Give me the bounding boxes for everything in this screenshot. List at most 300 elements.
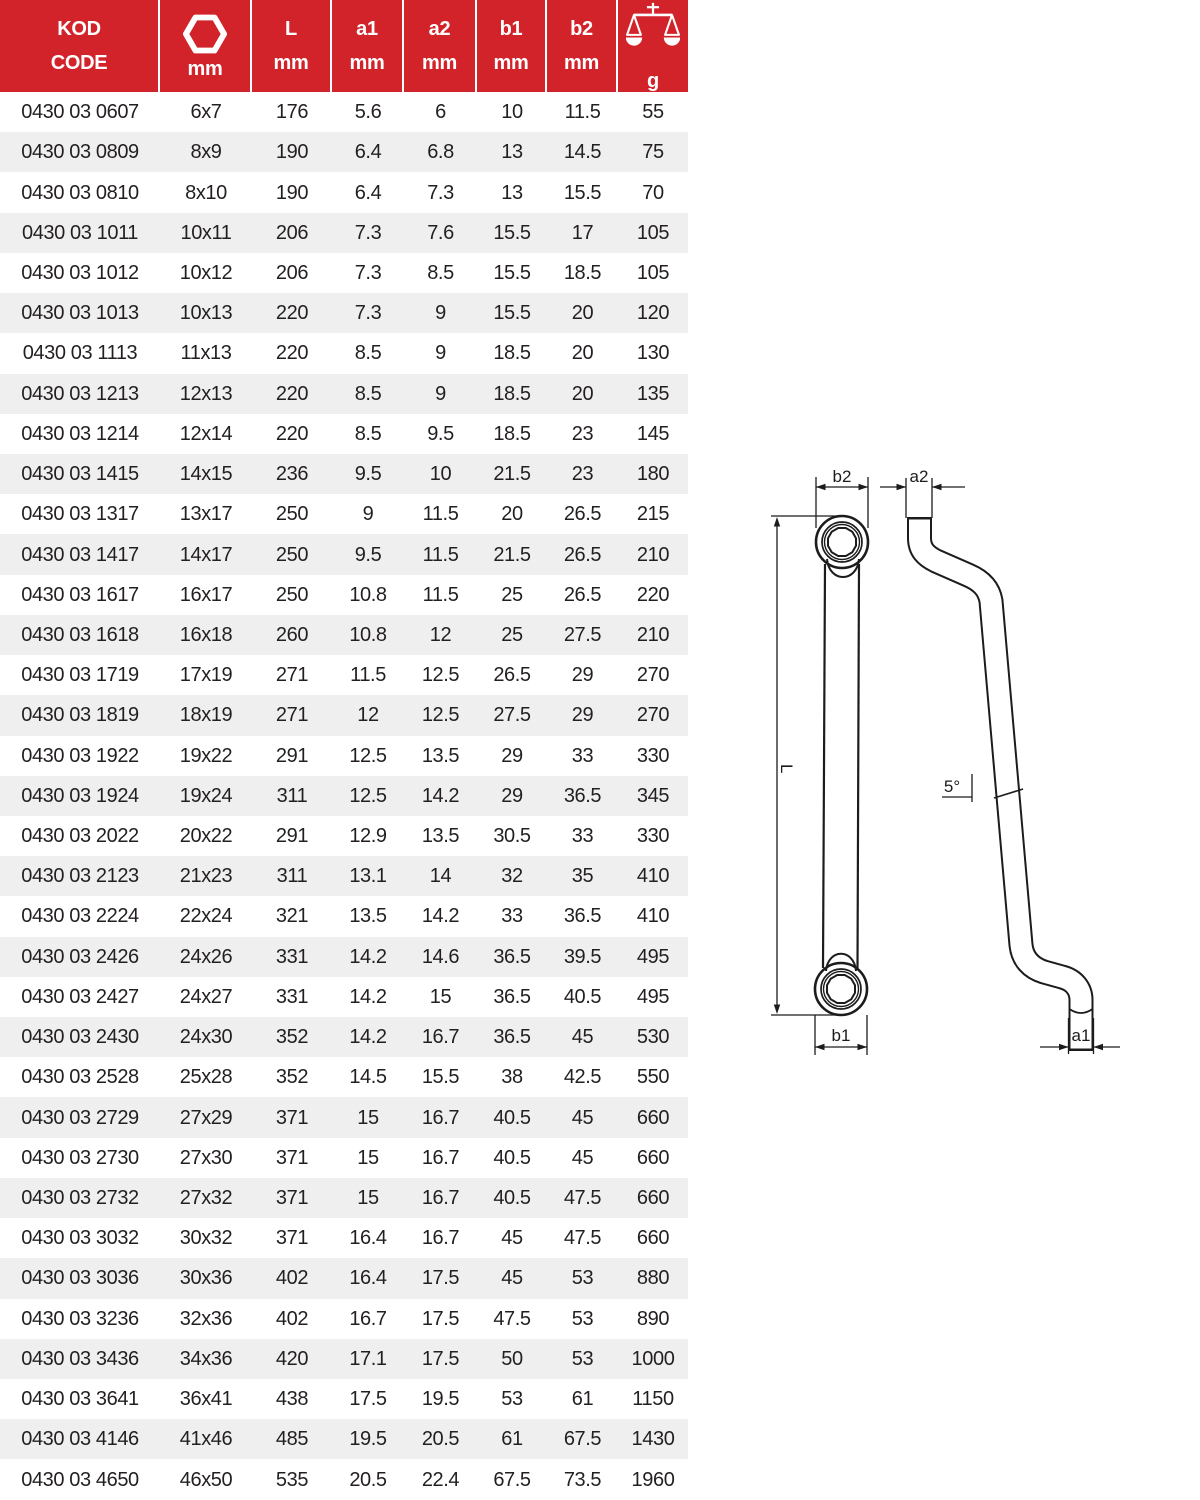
cell-l: 438 — [275, 1388, 309, 1411]
cell-a2: 9.5 — [427, 422, 454, 445]
cell-a2: 17.5 — [421, 1307, 460, 1330]
cell-a2: 12 — [429, 623, 452, 646]
header-b1 — [477, 0, 547, 92]
cell-size: 12x14 — [179, 422, 233, 445]
cell-a2: 9 — [435, 302, 446, 325]
table-row — [0, 132, 688, 172]
cell-b1: 36.5 — [493, 985, 531, 1008]
cell-code: 0430 03 0810 — [21, 181, 139, 204]
cell-b2: 17 — [571, 221, 594, 244]
cell-code: 0430 03 1013 — [21, 302, 139, 325]
cell-l: 321 — [275, 905, 309, 928]
cell-a2: 11.5 — [422, 543, 459, 566]
table-row — [0, 213, 688, 253]
cell-b2: 20 — [571, 382, 594, 405]
cell-a2: 20.5 — [421, 1428, 460, 1451]
table-row — [0, 1097, 688, 1137]
cell-l: 485 — [275, 1428, 309, 1451]
cell-a1: 17.1 — [349, 1347, 387, 1370]
cell-a2: 16.7 — [421, 1026, 460, 1049]
table-row — [0, 736, 688, 776]
cell-size: 18x19 — [179, 704, 233, 727]
header-a2-unit: mm — [422, 52, 457, 74]
header-a2 — [404, 0, 477, 92]
cell-a2: 13.5 — [421, 825, 460, 848]
dimension-b2 — [816, 467, 868, 528]
cell-b1: 40.5 — [493, 1146, 531, 1169]
cell-l: 220 — [275, 422, 309, 445]
cell-b1: 18.5 — [493, 342, 531, 365]
cell-b1: 27.5 — [493, 704, 531, 727]
cell-b1: 25 — [501, 583, 523, 606]
table-body — [0, 92, 688, 1500]
cell-b2: 47.5 — [563, 1187, 602, 1210]
table-row — [0, 92, 688, 132]
cell-l: 331 — [275, 985, 309, 1008]
cell-weight: 880 — [636, 1267, 670, 1290]
cell-code: 0430 03 2224 — [21, 905, 139, 928]
cell-l: 291 — [275, 825, 309, 848]
cell-code: 0430 03 2123 — [21, 865, 139, 888]
cell-weight: 1960 — [631, 1468, 675, 1491]
cell-b1: 18.5 — [493, 382, 531, 405]
cell-size: 24x30 — [179, 1026, 233, 1049]
table-row — [0, 977, 688, 1017]
cell-code: 0430 03 1213 — [21, 382, 139, 405]
table-row — [0, 1057, 688, 1097]
cell-a2: 16.7 — [421, 1146, 460, 1169]
cell-a1: 14.5 — [349, 1066, 387, 1089]
cell-b1: 32 — [501, 865, 523, 888]
cell-code: 0430 03 1417 — [21, 543, 139, 566]
cell-l: 331 — [275, 945, 309, 968]
cell-code: 0430 03 1317 — [21, 503, 139, 526]
cell-weight: 105 — [636, 261, 670, 284]
dim-label-angle: 5° — [943, 777, 961, 796]
cell-weight: 75 — [642, 141, 664, 164]
cell-weight: 210 — [636, 623, 670, 646]
dim-label-b2: b2 — [832, 467, 852, 486]
cell-size: 10x12 — [179, 261, 233, 284]
cell-b1: 40.5 — [493, 1187, 531, 1210]
cell-a1: 7.3 — [354, 302, 382, 325]
cell-b2: 42.5 — [563, 1066, 602, 1089]
cell-a2: 19.5 — [421, 1388, 460, 1411]
cell-b1: 15.5 — [493, 302, 531, 325]
cell-b2: 23 — [571, 463, 594, 486]
cell-b2: 73.5 — [563, 1468, 602, 1491]
cell-l: 176 — [275, 101, 309, 124]
cell-a1: 15 — [357, 1146, 379, 1169]
cell-size: 16x17 — [179, 583, 233, 606]
cell-l: 371 — [275, 1106, 309, 1129]
cell-weight: 330 — [636, 825, 670, 848]
cell-a2: 10 — [429, 463, 452, 486]
cell-a2: 15.5 — [421, 1066, 460, 1089]
cell-b1: 15.5 — [493, 261, 531, 284]
wrench-diagram — [740, 440, 1200, 1070]
dim-label-a2: a2 — [909, 467, 929, 486]
cell-size: 22x24 — [179, 905, 233, 928]
cell-l: 352 — [275, 1066, 309, 1089]
table-row — [0, 695, 688, 735]
cell-size: 17x19 — [179, 664, 233, 687]
cell-l: 535 — [275, 1468, 309, 1491]
header-b2 — [547, 0, 618, 92]
cell-weight: 1150 — [632, 1388, 674, 1411]
header-l — [252, 0, 332, 92]
cell-a2: 17.5 — [421, 1347, 460, 1370]
table-row — [0, 1459, 688, 1499]
cell-a2: 11.5 — [422, 503, 459, 526]
cell-weight: 135 — [636, 382, 670, 405]
cell-b1: 26.5 — [493, 664, 531, 687]
cell-a1: 6.4 — [354, 181, 382, 204]
cell-size: 13x17 — [179, 503, 233, 526]
cell-size: 34x36 — [179, 1347, 233, 1370]
cell-code: 0430 03 3032 — [21, 1227, 139, 1250]
dim-label-a1: a1 — [1071, 1026, 1091, 1045]
cell-weight: 145 — [636, 422, 670, 445]
cell-a1: 16.4 — [349, 1267, 387, 1290]
table-row — [0, 293, 688, 333]
dimension-a2 — [880, 467, 965, 518]
cell-a1: 12.5 — [349, 744, 387, 767]
cell-l: 220 — [275, 382, 309, 405]
cell-l: 236 — [275, 463, 309, 486]
header-b2-label: b2 — [570, 18, 593, 40]
cell-weight: 220 — [636, 583, 670, 606]
table-row — [0, 1299, 688, 1339]
cell-b2: 23 — [571, 422, 594, 445]
cell-weight: 70 — [642, 181, 664, 204]
table-row — [0, 896, 688, 936]
cell-b1: 10 — [501, 101, 523, 124]
cell-l: 250 — [275, 543, 309, 566]
cell-code: 0430 03 0809 — [21, 141, 139, 164]
cell-a1: 9.5 — [354, 543, 382, 566]
cell-code: 0430 03 1922 — [21, 744, 139, 767]
cell-code: 0430 03 1924 — [21, 784, 139, 807]
cell-a1: 11.5 — [350, 664, 386, 687]
cell-l: 371 — [275, 1227, 309, 1250]
table-row — [0, 937, 688, 977]
cell-size: 11x13 — [180, 342, 232, 365]
cell-weight: 410 — [636, 865, 670, 888]
cell-a1: 14.2 — [349, 985, 387, 1008]
table-header — [0, 0, 688, 92]
twelve-point-bore-top — [828, 528, 856, 556]
cell-code: 0430 03 1617 — [21, 583, 139, 606]
cell-a2: 6.8 — [427, 141, 454, 164]
cell-l: 402 — [275, 1307, 309, 1330]
cell-weight: 660 — [636, 1106, 670, 1129]
cell-a1: 12.5 — [349, 784, 387, 807]
cell-l: 352 — [275, 1026, 309, 1049]
cell-b2: 33 — [571, 825, 594, 848]
cell-size: 24x27 — [179, 985, 233, 1008]
cell-a1: 8.5 — [354, 382, 382, 405]
header-a1 — [332, 0, 404, 92]
table-row — [0, 856, 688, 896]
cell-weight: 660 — [636, 1187, 670, 1210]
header-a1-unit: mm — [349, 52, 385, 74]
cell-b2: 33 — [571, 744, 594, 767]
cell-b1: 30.5 — [493, 825, 531, 848]
cell-l: 271 — [275, 664, 309, 687]
table-row — [0, 615, 688, 655]
cell-size: 8x9 — [190, 141, 222, 164]
cell-b2: 14.5 — [563, 141, 602, 164]
cell-weight: 210 — [636, 543, 670, 566]
cell-code: 0430 03 1012 — [21, 261, 139, 284]
cell-a1: 14.2 — [349, 1026, 387, 1049]
cell-a2: 8.5 — [427, 261, 454, 284]
cell-b1: 40.5 — [493, 1106, 531, 1129]
cell-code: 0430 03 1719 — [21, 664, 139, 687]
table-row — [0, 333, 688, 373]
cell-size: 30x32 — [179, 1227, 233, 1250]
table-row — [0, 1379, 688, 1419]
header-weight — [618, 0, 688, 92]
cell-l: 260 — [275, 623, 309, 646]
cell-a2: 6 — [435, 101, 446, 124]
cell-code: 0430 03 2729 — [21, 1106, 139, 1129]
cell-b1: 29 — [501, 744, 523, 767]
table-row — [0, 494, 688, 534]
header-a1-label: a1 — [356, 18, 378, 40]
cell-a2: 14.2 — [421, 905, 460, 928]
cell-a1: 16.4 — [349, 1227, 387, 1250]
cell-b1: 53 — [501, 1388, 523, 1411]
cell-b2: 18.5 — [563, 261, 602, 284]
cell-a2: 14 — [429, 865, 452, 888]
cell-b1: 13 — [501, 141, 523, 164]
cell-a1: 8.5 — [354, 342, 382, 365]
cell-size: 10x11 — [180, 221, 232, 244]
cell-b2: 45 — [571, 1146, 594, 1169]
cell-a2: 13.5 — [421, 744, 460, 767]
cell-size: 6x7 — [190, 101, 222, 124]
cell-b1: 13 — [501, 181, 523, 204]
cell-b2: 26.5 — [563, 503, 602, 526]
cell-b1: 36.5 — [493, 1026, 531, 1049]
cell-b1: 20 — [501, 503, 523, 526]
cell-a2: 16.7 — [421, 1187, 460, 1210]
cell-a2: 22.4 — [421, 1468, 460, 1491]
cell-a2: 12.5 — [421, 704, 460, 727]
cell-size: 20x22 — [179, 825, 233, 848]
cell-b2: 39.5 — [563, 945, 602, 968]
cell-b1: 21.5 — [493, 463, 531, 486]
cell-a2: 9 — [435, 342, 446, 365]
cell-b2: 20 — [571, 302, 594, 325]
cell-b2: 53 — [571, 1267, 594, 1290]
cell-b1: 29 — [501, 784, 523, 807]
cell-weight: 120 — [636, 302, 670, 325]
cell-size: 24x26 — [179, 945, 233, 968]
cell-size: 27x29 — [179, 1106, 233, 1129]
cell-a2: 7.3 — [427, 181, 454, 204]
header-b2-unit: mm — [564, 52, 599, 74]
header-code-label: CODE — [50, 52, 108, 74]
cell-size: 27x32 — [179, 1187, 233, 1210]
cell-a1: 20.5 — [349, 1468, 387, 1491]
cell-a1: 13.5 — [349, 905, 387, 928]
cell-code: 0430 03 0607 — [21, 101, 139, 124]
cell-a1: 15 — [357, 1187, 379, 1210]
cell-weight: 660 — [636, 1146, 670, 1169]
cell-l: 190 — [275, 181, 309, 204]
cell-b2: 11.5 — [564, 101, 601, 124]
cell-code: 0430 03 1113 — [22, 342, 138, 365]
cell-weight: 495 — [636, 945, 670, 968]
table-row — [0, 776, 688, 816]
cell-b2: 36.5 — [563, 784, 602, 807]
cell-weight: 660 — [636, 1227, 670, 1250]
dim-label-b1: b1 — [831, 1026, 851, 1045]
cell-weight: 495 — [636, 985, 670, 1008]
cell-weight: 215 — [636, 503, 670, 526]
cell-a1: 9 — [362, 503, 374, 526]
cell-a2: 16.7 — [421, 1227, 460, 1250]
cell-size: 12x13 — [179, 382, 233, 405]
dim-label-l: L — [777, 764, 796, 774]
cell-weight: 180 — [636, 463, 670, 486]
front-view — [815, 516, 868, 1015]
dimension-l — [771, 516, 846, 1015]
cell-l: 250 — [275, 583, 309, 606]
cell-a1: 12.9 — [349, 825, 387, 848]
cell-weight: 105 — [636, 221, 670, 244]
cell-code: 0430 03 2430 — [21, 1026, 139, 1049]
cell-a2: 14.2 — [421, 784, 460, 807]
table-row — [0, 1339, 688, 1379]
cell-l: 190 — [275, 141, 309, 164]
cell-weight: 345 — [636, 784, 670, 807]
cell-b2: 26.5 — [563, 543, 602, 566]
twelve-point-bore-bottom — [827, 975, 855, 1003]
cell-b2: 61 — [571, 1388, 594, 1411]
cell-size: 30x36 — [179, 1267, 233, 1290]
cell-size: 16x18 — [179, 623, 233, 646]
cell-weight: 55 — [642, 101, 664, 124]
cell-weight: 1430 — [631, 1428, 675, 1451]
cell-b1: 45 — [501, 1227, 523, 1250]
header-size-unit: mm — [187, 57, 223, 80]
cell-l: 250 — [275, 503, 309, 526]
cell-a2: 11.5 — [422, 583, 459, 606]
cell-size: 41x46 — [179, 1428, 233, 1451]
cell-l: 311 — [276, 784, 308, 807]
cell-l: 206 — [275, 221, 309, 244]
cell-b1: 61 — [501, 1428, 523, 1451]
cell-code: 0430 03 1618 — [21, 623, 139, 646]
cell-l: 206 — [275, 261, 309, 284]
cell-a1: 12 — [357, 704, 379, 727]
cell-b1: 33 — [501, 905, 523, 928]
cell-a1: 8.5 — [354, 422, 382, 445]
cell-a1: 7.3 — [354, 261, 382, 284]
cell-code: 0430 03 1415 — [21, 463, 139, 486]
cell-size: 19x22 — [179, 744, 233, 767]
cell-size: 21x23 — [179, 865, 233, 888]
cell-code: 0430 03 4146 — [21, 1428, 139, 1451]
table-row — [0, 454, 688, 494]
cell-size: 10x13 — [179, 302, 233, 325]
cell-weight: 410 — [636, 905, 670, 928]
cell-a2: 17.5 — [421, 1267, 460, 1290]
table-row — [0, 816, 688, 856]
cell-size: 46x50 — [179, 1468, 233, 1491]
cell-size: 14x17 — [179, 543, 233, 566]
cell-code: 0430 03 1214 — [21, 422, 139, 445]
cell-b1: 45 — [501, 1267, 523, 1290]
hex-nut-icon — [183, 14, 227, 54]
cell-a1: 19.5 — [349, 1428, 387, 1451]
cell-b2: 29 — [571, 664, 594, 687]
cell-weight: 550 — [636, 1066, 670, 1089]
cell-code: 0430 03 2426 — [21, 945, 139, 968]
header-b1-label: b1 — [499, 18, 523, 40]
cell-b2: 53 — [571, 1307, 594, 1330]
cell-l: 291 — [275, 744, 309, 767]
cell-size: 8x10 — [185, 181, 227, 204]
cell-b1: 47.5 — [493, 1307, 531, 1330]
cell-b2: 35 — [571, 865, 594, 888]
cell-a2: 14.6 — [421, 945, 460, 968]
cell-size: 27x30 — [179, 1146, 233, 1169]
cell-l: 371 — [275, 1187, 309, 1210]
cell-a1: 5.6 — [354, 101, 382, 124]
cell-code: 0430 03 1819 — [21, 704, 139, 727]
cell-code: 0430 03 2730 — [21, 1146, 139, 1169]
cell-a1: 17.5 — [349, 1388, 387, 1411]
cell-b2: 27.5 — [563, 623, 602, 646]
cell-b2: 20 — [571, 342, 594, 365]
table-row — [0, 172, 688, 212]
cell-l: 220 — [275, 342, 309, 365]
table-row — [0, 1178, 688, 1218]
cell-b1: 18.5 — [493, 422, 531, 445]
cell-a1: 9.5 — [354, 463, 382, 486]
cell-a2: 12.5 — [421, 664, 460, 687]
header-size — [160, 0, 252, 92]
cell-l: 271 — [275, 704, 309, 727]
table-row — [0, 655, 688, 695]
cell-b2: 40.5 — [563, 985, 602, 1008]
table-row — [0, 1138, 688, 1178]
cell-b1: 67.5 — [493, 1468, 531, 1491]
cell-a1: 16.7 — [349, 1307, 387, 1330]
table-row — [0, 374, 688, 414]
cell-weight: 130 — [636, 342, 670, 365]
cell-size: 25x28 — [179, 1066, 233, 1089]
cell-b2: 15.5 — [563, 181, 602, 204]
cell-b1: 36.5 — [493, 945, 531, 968]
header-kod-label: KOD — [57, 18, 101, 40]
table-row — [0, 253, 688, 293]
cell-weight: 890 — [636, 1307, 670, 1330]
cell-weight: 1000 — [631, 1347, 675, 1370]
cell-code: 0430 03 2528 — [21, 1066, 139, 1089]
dimension-b1 — [815, 1015, 867, 1055]
table-row — [0, 1017, 688, 1057]
cell-b2: 47.5 — [563, 1227, 602, 1250]
cell-a1: 7.3 — [354, 221, 382, 244]
cell-l: 371 — [275, 1146, 309, 1169]
cell-b2: 36.5 — [563, 905, 602, 928]
